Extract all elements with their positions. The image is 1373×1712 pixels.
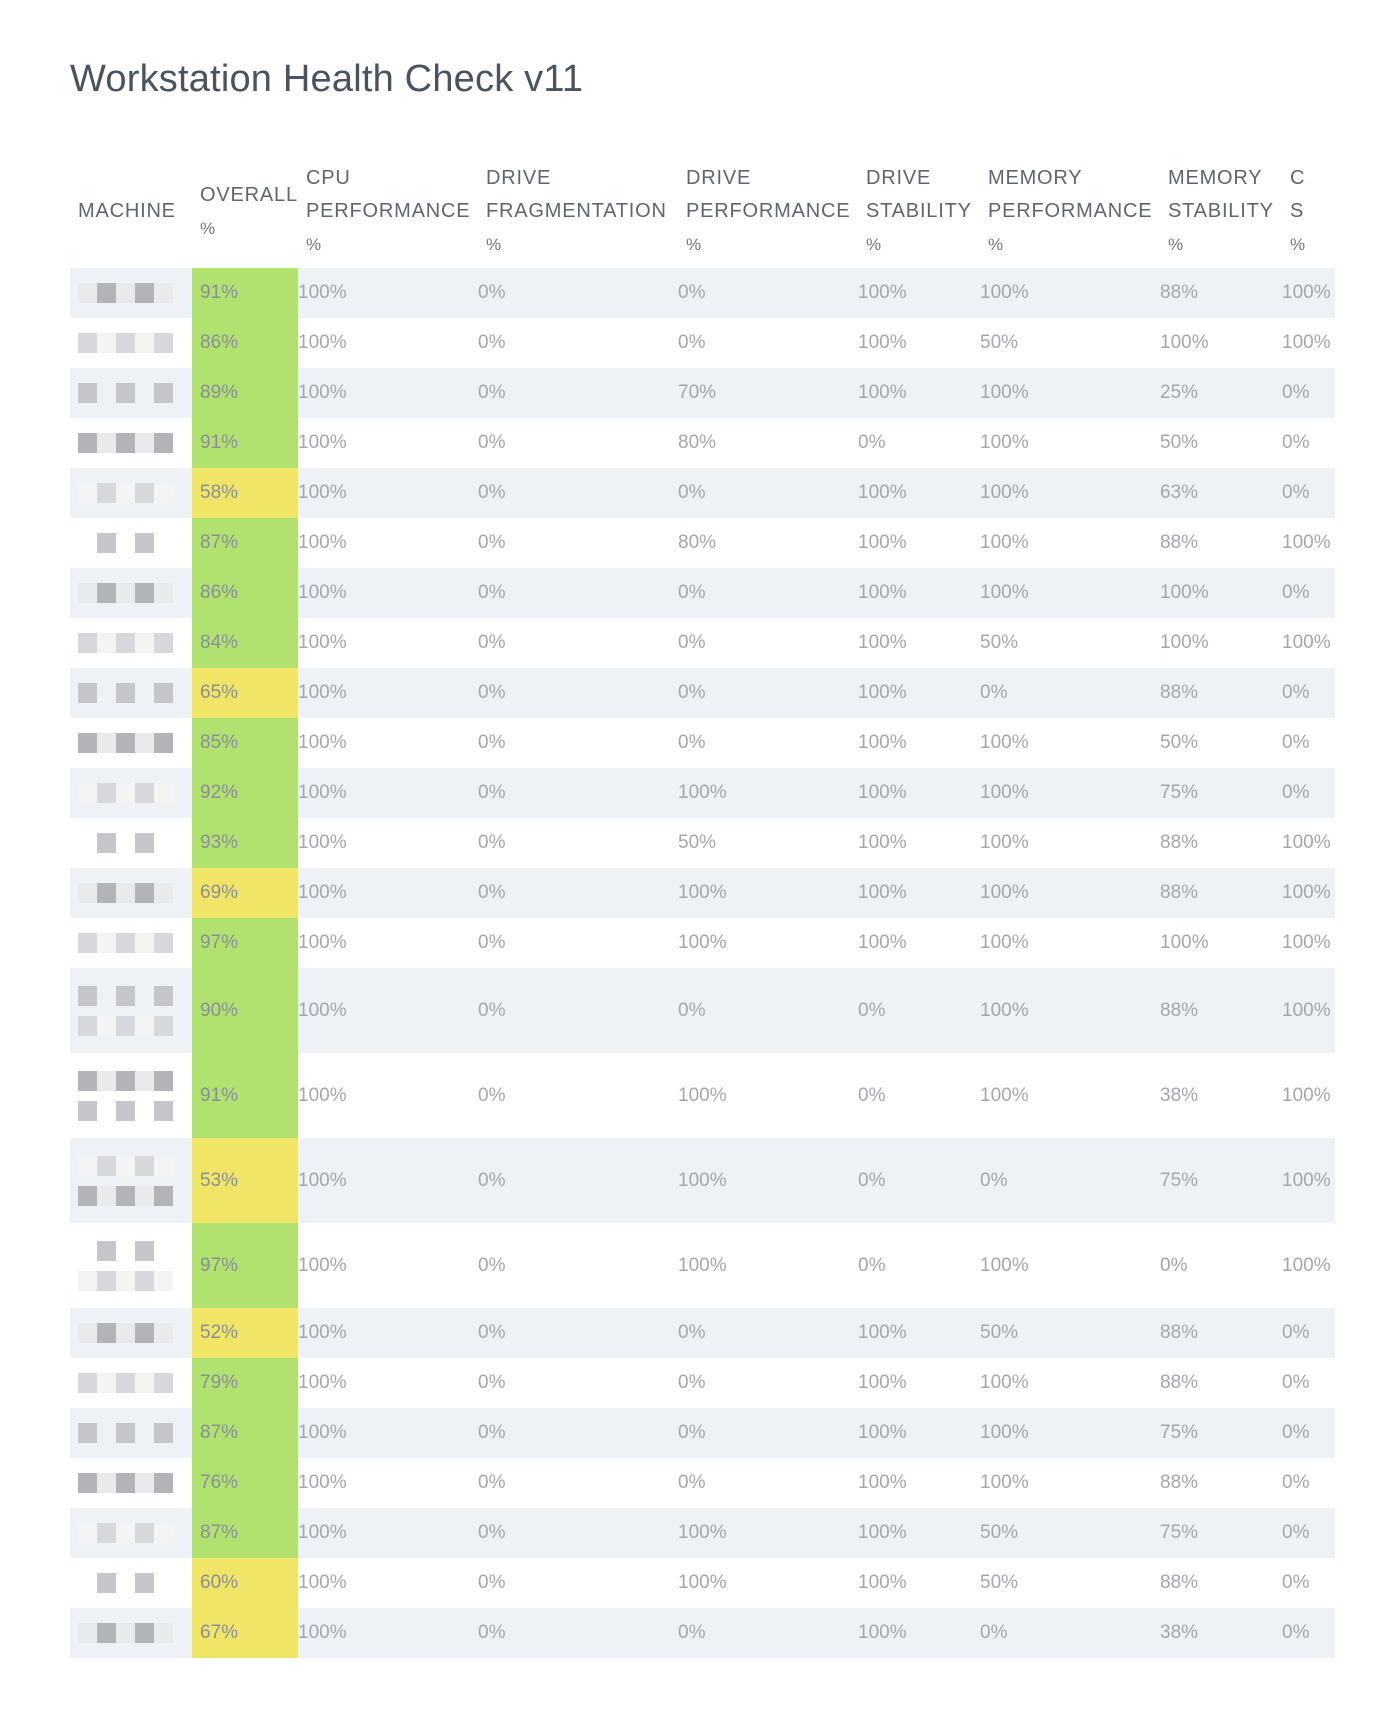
table-row[interactable]: [70, 1053, 1335, 1138]
redacted-machine-name: [78, 483, 192, 503]
redacted-machine-name: [78, 1623, 192, 1643]
page-title: Workstation Health Check v11: [70, 58, 584, 100]
table-row[interactable]: [70, 1458, 1335, 1508]
memory-stability-cell: 88%: [1160, 818, 1282, 868]
cpu-performance-cell: 100%: [298, 1608, 478, 1658]
drive-performance-cell: 0%: [678, 718, 858, 768]
memory-stability-cell: 75%: [1160, 1138, 1282, 1223]
cpu-performance-cell: 100%: [298, 1508, 478, 1558]
truncated-cell: 0%: [1282, 1558, 1335, 1608]
memory-performance-cell: 100%: [980, 1223, 1160, 1308]
table-row[interactable]: [70, 1308, 1335, 1358]
table-row[interactable]: [70, 918, 1335, 968]
truncated-cell: 100%: [1282, 968, 1335, 1053]
column-header-machine[interactable]: MACHINE: [78, 200, 176, 222]
drive-performance-cell: 70%: [678, 368, 858, 418]
truncated-cell: 0%: [1282, 1508, 1335, 1558]
overall-cell: 79%: [192, 1358, 298, 1408]
memory-performance-cell: 100%: [980, 1408, 1160, 1458]
table-row[interactable]: [70, 668, 1335, 718]
drive-fragmentation-cell: 0%: [478, 468, 678, 518]
truncated-cell: 100%: [1282, 1223, 1335, 1308]
drive-fragmentation-cell: 0%: [478, 868, 678, 918]
overall-cell: 91%: [192, 1053, 298, 1138]
drive-performance-cell: 0%: [678, 1458, 858, 1508]
memory-performance-cell: 100%: [980, 268, 1160, 318]
drive-performance-cell: 0%: [678, 1308, 858, 1358]
machine-cell: [70, 618, 192, 668]
truncated-cell: 0%: [1282, 1358, 1335, 1408]
drive-stability-cell: 100%: [858, 1508, 980, 1558]
memory-stability-cell: 88%: [1160, 968, 1282, 1053]
truncated-cell: 0%: [1282, 1308, 1335, 1358]
memory-stability-cell: 38%: [1160, 1608, 1282, 1658]
overall-cell: 58%: [192, 468, 298, 518]
truncated-cell: 100%: [1282, 1138, 1335, 1223]
machine-cell: [70, 568, 192, 618]
machine-cell: [70, 1223, 192, 1308]
redacted-machine-name: [78, 633, 192, 653]
drive-performance-cell: 0%: [678, 468, 858, 518]
cpu-performance-cell: 100%: [298, 1053, 478, 1138]
drive-stability-cell: 100%: [858, 468, 980, 518]
truncated-cell: 0%: [1282, 468, 1335, 518]
redacted-machine-name: [78, 833, 192, 853]
column-header-cpu-performance[interactable]: CPU PERFORMANCE %: [306, 167, 471, 254]
machine-cell: [70, 368, 192, 418]
memory-stability-cell: 100%: [1160, 318, 1282, 368]
memory-performance-cell: 100%: [980, 468, 1160, 518]
memory-performance-cell: 100%: [980, 568, 1160, 618]
machine-cell: [70, 1408, 192, 1458]
overall-cell: 69%: [192, 868, 298, 918]
redacted-machine-name: [78, 383, 192, 403]
cpu-performance-cell: 100%: [298, 1458, 478, 1508]
machine-cell: [70, 968, 192, 1053]
drive-stability-cell: 100%: [858, 818, 980, 868]
redacted-machine-name: [78, 533, 192, 553]
cpu-performance-cell: 100%: [298, 268, 478, 318]
overall-cell: 97%: [192, 918, 298, 968]
memory-performance-cell: 100%: [980, 368, 1160, 418]
memory-stability-cell: 75%: [1160, 768, 1282, 818]
redacted-machine-name: [78, 1241, 192, 1291]
truncated-cell: 0%: [1282, 568, 1335, 618]
memory-stability-cell: 100%: [1160, 918, 1282, 968]
cpu-performance-cell: 100%: [298, 918, 478, 968]
drive-performance-cell: 100%: [678, 918, 858, 968]
redacted-machine-name: [78, 1071, 192, 1121]
overall-cell: 53%: [192, 1138, 298, 1223]
overall-cell: 87%: [192, 1408, 298, 1458]
machine-cell: [70, 468, 192, 518]
drive-stability-cell: 100%: [858, 1558, 980, 1608]
memory-stability-cell: 0%: [1160, 1223, 1282, 1308]
table-row[interactable]: [70, 568, 1335, 618]
truncated-cell: 0%: [1282, 768, 1335, 818]
truncated-cell: 0%: [1282, 718, 1335, 768]
cpu-performance-cell: 100%: [298, 1408, 478, 1458]
memory-stability-cell: 38%: [1160, 1053, 1282, 1138]
column-header-drive-fragmentation[interactable]: DRIVE FRAGMENTATION %: [486, 167, 667, 254]
memory-performance-cell: 50%: [980, 1308, 1160, 1358]
memory-performance-cell: 100%: [980, 768, 1160, 818]
memory-stability-cell: 25%: [1160, 368, 1282, 418]
redacted-machine-name: [78, 583, 192, 603]
drive-fragmentation-cell: 0%: [478, 618, 678, 668]
drive-stability-cell: 100%: [858, 518, 980, 568]
redacted-machine-name: [78, 683, 192, 703]
drive-performance-cell: 100%: [678, 1053, 858, 1138]
drive-stability-cell: 100%: [858, 918, 980, 968]
memory-performance-cell: 0%: [980, 1138, 1160, 1223]
table-row[interactable]: [70, 1508, 1335, 1558]
cpu-performance-cell: 100%: [298, 868, 478, 918]
cpu-performance-cell: 100%: [298, 418, 478, 468]
table-row[interactable]: [70, 1223, 1335, 1308]
drive-performance-cell: 100%: [678, 1138, 858, 1223]
drive-stability-cell: 0%: [858, 1223, 980, 1308]
machine-cell: [70, 1458, 192, 1508]
machine-cell: [70, 868, 192, 918]
machine-cell: [70, 418, 192, 468]
drive-fragmentation-cell: 0%: [478, 1458, 678, 1508]
memory-performance-cell: 100%: [980, 418, 1160, 468]
memory-performance-cell: 100%: [980, 818, 1160, 868]
truncated-cell: 0%: [1282, 668, 1335, 718]
table-row[interactable]: [70, 1358, 1335, 1408]
drive-stability-cell: 100%: [858, 718, 980, 768]
memory-performance-cell: 50%: [980, 618, 1160, 668]
drive-stability-cell: 100%: [858, 1458, 980, 1508]
machine-cell: [70, 1358, 192, 1408]
drive-performance-cell: 0%: [678, 968, 858, 1053]
drive-fragmentation-cell: 0%: [478, 768, 678, 818]
drive-fragmentation-cell: 0%: [478, 318, 678, 368]
redacted-machine-name: [78, 783, 192, 803]
redacted-machine-name: [78, 1573, 192, 1593]
memory-stability-cell: 88%: [1160, 1308, 1282, 1358]
memory-stability-cell: 88%: [1160, 1558, 1282, 1608]
cpu-performance-cell: 100%: [298, 1308, 478, 1358]
overall-cell: 86%: [192, 318, 298, 368]
table-row[interactable]: [70, 318, 1335, 368]
machine-cell: [70, 318, 192, 368]
drive-performance-cell: 0%: [678, 1408, 858, 1458]
drive-fragmentation-cell: 0%: [478, 1558, 678, 1608]
drive-stability-cell: 100%: [858, 1608, 980, 1658]
overall-cell: 87%: [192, 1508, 298, 1558]
redacted-machine-name: [78, 1323, 192, 1343]
cpu-performance-cell: 100%: [298, 1358, 478, 1408]
machine-cell: [70, 1053, 192, 1138]
header-row: [70, 155, 1335, 268]
cpu-performance-cell: 100%: [298, 718, 478, 768]
machine-cell: [70, 718, 192, 768]
overall-cell: 93%: [192, 818, 298, 868]
overall-cell: 65%: [192, 668, 298, 718]
truncated-cell: 100%: [1282, 868, 1335, 918]
cpu-performance-cell: 100%: [298, 818, 478, 868]
memory-performance-cell: 50%: [980, 318, 1160, 368]
machine-cell: [70, 1138, 192, 1223]
drive-performance-cell: 0%: [678, 318, 858, 368]
table-row[interactable]: [70, 718, 1335, 768]
redacted-machine-name: [78, 1473, 192, 1493]
memory-stability-cell: 75%: [1160, 1508, 1282, 1558]
truncated-cell: 100%: [1282, 318, 1335, 368]
memory-stability-cell: 88%: [1160, 1458, 1282, 1508]
overall-cell: 76%: [192, 1458, 298, 1508]
health-table: [70, 155, 1335, 1658]
memory-stability-cell: 50%: [1160, 418, 1282, 468]
overall-cell: 91%: [192, 268, 298, 318]
machine-cell: [70, 918, 192, 968]
column-header-drive-performance[interactable]: DRIVE PERFORMANCE %: [686, 167, 851, 254]
memory-performance-cell: 100%: [980, 868, 1160, 918]
drive-performance-cell: 0%: [678, 618, 858, 668]
drive-stability-cell: 100%: [858, 1358, 980, 1408]
drive-stability-cell: 100%: [858, 868, 980, 918]
drive-performance-cell: 50%: [678, 818, 858, 868]
drive-performance-cell: 0%: [678, 668, 858, 718]
overall-cell: 86%: [192, 568, 298, 618]
machine-cell: [70, 268, 192, 318]
drive-performance-cell: 0%: [678, 268, 858, 318]
drive-fragmentation-cell: 0%: [478, 1138, 678, 1223]
machine-cell: [70, 518, 192, 568]
drive-stability-cell: 100%: [858, 618, 980, 668]
drive-stability-cell: 0%: [858, 1138, 980, 1223]
redacted-machine-name: [78, 1156, 192, 1206]
cpu-performance-cell: 100%: [298, 1223, 478, 1308]
table-row[interactable]: [70, 518, 1335, 568]
redacted-machine-name: [78, 733, 192, 753]
cpu-performance-cell: 100%: [298, 968, 478, 1053]
drive-fragmentation-cell: 0%: [478, 1308, 678, 1358]
drive-performance-cell: 80%: [678, 518, 858, 568]
overall-cell: 60%: [192, 1558, 298, 1608]
drive-fragmentation-cell: 0%: [478, 718, 678, 768]
table-row[interactable]: [70, 1138, 1335, 1223]
drive-fragmentation-cell: 0%: [478, 968, 678, 1053]
truncated-cell: 0%: [1282, 1608, 1335, 1658]
overall-cell: 97%: [192, 1223, 298, 1308]
drive-fragmentation-cell: 0%: [478, 1608, 678, 1658]
health-table-container[interactable]: [70, 155, 1331, 1658]
drive-performance-cell: 0%: [678, 1608, 858, 1658]
table-row[interactable]: [70, 768, 1335, 818]
truncated-cell: 0%: [1282, 368, 1335, 418]
drive-fragmentation-cell: 0%: [478, 418, 678, 468]
cpu-performance-cell: 100%: [298, 518, 478, 568]
memory-performance-cell: 100%: [980, 1053, 1160, 1138]
machine-cell: [70, 668, 192, 718]
redacted-machine-name: [78, 1423, 192, 1443]
drive-stability-cell: 0%: [858, 968, 980, 1053]
drive-performance-cell: 100%: [678, 868, 858, 918]
memory-performance-cell: 100%: [980, 718, 1160, 768]
table-row[interactable]: [70, 1608, 1335, 1658]
drive-stability-cell: 100%: [858, 318, 980, 368]
drive-fragmentation-cell: 0%: [478, 518, 678, 568]
drive-fragmentation-cell: 0%: [478, 1508, 678, 1558]
overall-cell: 85%: [192, 718, 298, 768]
drive-performance-cell: 0%: [678, 1358, 858, 1408]
drive-stability-cell: 100%: [858, 768, 980, 818]
truncated-cell: 100%: [1282, 818, 1335, 868]
truncated-cell: 0%: [1282, 418, 1335, 468]
drive-fragmentation-cell: 0%: [478, 818, 678, 868]
memory-performance-cell: 50%: [980, 1508, 1160, 1558]
drive-fragmentation-cell: 0%: [478, 568, 678, 618]
machine-cell: [70, 1308, 192, 1358]
redacted-machine-name: [78, 283, 192, 303]
overall-cell: 87%: [192, 518, 298, 568]
column-header-overall[interactable]: OVERALL %: [200, 183, 298, 238]
truncated-cell: 100%: [1282, 518, 1335, 568]
redacted-machine-name: [78, 1373, 192, 1393]
drive-fragmentation-cell: 0%: [478, 368, 678, 418]
memory-performance-cell: 100%: [980, 968, 1160, 1053]
memory-stability-cell: 88%: [1160, 518, 1282, 568]
table-row[interactable]: [70, 418, 1335, 468]
memory-stability-cell: 75%: [1160, 1408, 1282, 1458]
cpu-performance-cell: 100%: [298, 668, 478, 718]
table-row[interactable]: [70, 468, 1335, 518]
drive-stability-cell: 0%: [858, 1053, 980, 1138]
overall-cell: 89%: [192, 368, 298, 418]
table-row[interactable]: [70, 268, 1335, 318]
truncated-cell: 0%: [1282, 1458, 1335, 1508]
table-row[interactable]: [70, 868, 1335, 918]
drive-performance-cell: 100%: [678, 1223, 858, 1308]
memory-performance-cell: 0%: [980, 1608, 1160, 1658]
truncated-cell: 100%: [1282, 918, 1335, 968]
memory-stability-cell: 50%: [1160, 718, 1282, 768]
redacted-machine-name: [78, 1523, 192, 1543]
drive-stability-cell: 100%: [858, 368, 980, 418]
drive-stability-cell: 100%: [858, 268, 980, 318]
machine-cell: [70, 1508, 192, 1558]
column-header-truncated[interactable]: C S %: [1290, 167, 1306, 254]
cpu-performance-cell: 100%: [298, 618, 478, 668]
machine-cell: [70, 1558, 192, 1608]
cpu-performance-cell: 100%: [298, 318, 478, 368]
overall-cell: 92%: [192, 768, 298, 818]
drive-performance-cell: 100%: [678, 1508, 858, 1558]
machine-cell: [70, 818, 192, 868]
redacted-machine-name: [78, 883, 192, 903]
cpu-performance-cell: 100%: [298, 1138, 478, 1223]
memory-performance-cell: 50%: [980, 1558, 1160, 1608]
overall-cell: 84%: [192, 618, 298, 668]
memory-performance-cell: 100%: [980, 1358, 1160, 1408]
drive-performance-cell: 100%: [678, 1558, 858, 1608]
drive-performance-cell: 0%: [678, 568, 858, 618]
truncated-cell: 100%: [1282, 268, 1335, 318]
overall-cell: 67%: [192, 1608, 298, 1658]
drive-stability-cell: 100%: [858, 1308, 980, 1358]
overall-cell: 90%: [192, 968, 298, 1053]
table-row[interactable]: [70, 1558, 1335, 1608]
cpu-performance-cell: 100%: [298, 368, 478, 418]
cpu-performance-cell: 100%: [298, 1558, 478, 1608]
drive-fragmentation-cell: 0%: [478, 918, 678, 968]
column-header-drive-stability[interactable]: DRIVE STABILITY %: [866, 167, 972, 254]
redacted-machine-name: [78, 433, 192, 453]
drive-fragmentation-cell: 0%: [478, 1408, 678, 1458]
table-row[interactable]: [70, 968, 1335, 1053]
drive-stability-cell: 100%: [858, 568, 980, 618]
memory-stability-cell: 63%: [1160, 468, 1282, 518]
drive-stability-cell: 100%: [858, 668, 980, 718]
machine-cell: [70, 768, 192, 818]
machine-cell: [70, 1608, 192, 1658]
cpu-performance-cell: 100%: [298, 568, 478, 618]
drive-performance-cell: 100%: [678, 768, 858, 818]
cpu-performance-cell: 100%: [298, 468, 478, 518]
redacted-machine-name: [78, 986, 192, 1036]
drive-fragmentation-cell: 0%: [478, 1053, 678, 1138]
drive-fragmentation-cell: 0%: [478, 668, 678, 718]
drive-fragmentation-cell: 0%: [478, 1223, 678, 1308]
overall-cell: 52%: [192, 1308, 298, 1358]
memory-performance-cell: 100%: [980, 918, 1160, 968]
memory-performance-cell: 100%: [980, 1458, 1160, 1508]
table-row[interactable]: [70, 618, 1335, 668]
drive-performance-cell: 80%: [678, 418, 858, 468]
memory-stability-cell: 100%: [1160, 568, 1282, 618]
drive-fragmentation-cell: 0%: [478, 268, 678, 318]
memory-stability-cell: 88%: [1160, 868, 1282, 918]
overall-cell: 91%: [192, 418, 298, 468]
drive-stability-cell: 100%: [858, 1408, 980, 1458]
truncated-cell: 0%: [1282, 1408, 1335, 1458]
column-header-memory-performance[interactable]: MEMORY PERFORMANCE %: [988, 167, 1153, 254]
table-row[interactable]: [70, 1408, 1335, 1458]
truncated-cell: 100%: [1282, 618, 1335, 668]
memory-performance-cell: 0%: [980, 668, 1160, 718]
redacted-machine-name: [78, 933, 192, 953]
memory-performance-cell: 100%: [980, 518, 1160, 568]
memory-stability-cell: 88%: [1160, 268, 1282, 318]
cpu-performance-cell: 100%: [298, 768, 478, 818]
redacted-machine-name: [78, 333, 192, 353]
column-header-memory-stability[interactable]: MEMORY STABILITY %: [1168, 167, 1274, 254]
drive-stability-cell: 0%: [858, 418, 980, 468]
memory-stability-cell: 88%: [1160, 668, 1282, 718]
table-row[interactable]: [70, 368, 1335, 418]
memory-stability-cell: 100%: [1160, 618, 1282, 668]
drive-fragmentation-cell: 0%: [478, 1358, 678, 1408]
memory-stability-cell: 88%: [1160, 1358, 1282, 1408]
table-row[interactable]: [70, 818, 1335, 868]
truncated-cell: 100%: [1282, 1053, 1335, 1138]
